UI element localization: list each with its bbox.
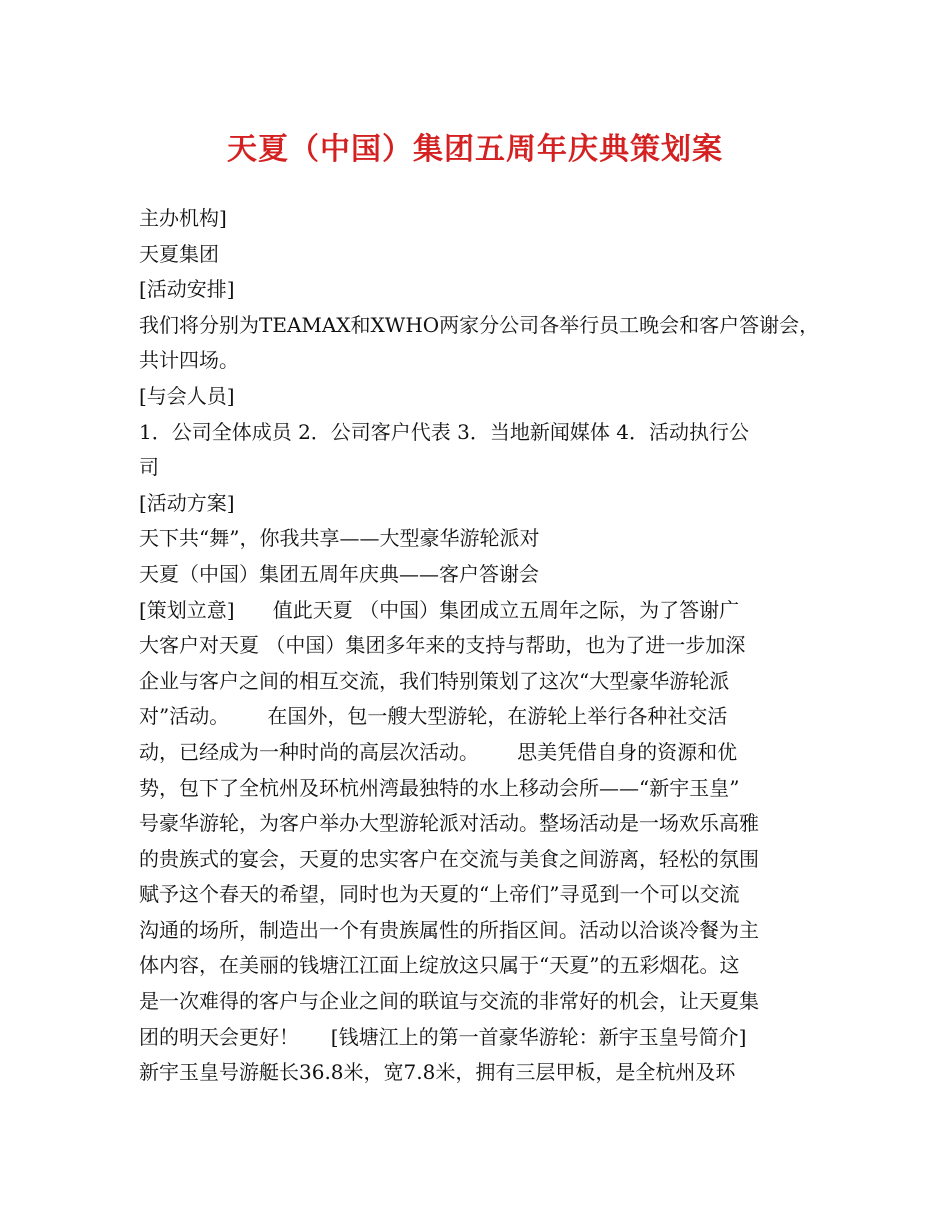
document-title: 天夏（中国）集团五周年庆典策划案 bbox=[227, 132, 723, 167]
body-line: 1．公司全体成员 2．公司客户代表 3．当地新闻媒体 4．活动执行公 bbox=[139, 419, 749, 444]
document-body bbox=[139, 201, 829, 1091]
body-line: 天夏（中国）集团五周年庆典——客户答谢会 bbox=[139, 561, 539, 586]
body-line: 号豪华游轮，为客户举办大型游轮派对活动。整场活动是一场欢乐高雅 bbox=[139, 811, 759, 836]
body-line: 我们将分别为TEAMAX和XWHO两家分公司各举行员工晚会和客户答谢会， bbox=[139, 312, 820, 337]
body-line: 的贵族式的宴会，天夏的忠实客户在交流与美食之间游离，轻松的氛围 bbox=[139, 846, 759, 871]
body-line: 动，已经成为一种时尚的高层次活动。 思美凭借自身的资源和优 bbox=[139, 739, 738, 764]
body-line: 新宇玉皇号游艇长36.8米，宽7.8米，拥有三层甲板，是全杭州及环 bbox=[139, 1060, 736, 1085]
body-line: [活动方案] bbox=[139, 490, 235, 515]
body-line: 是一次难得的客户与企业之间的联谊与交流的非常好的机会，让天夏集 bbox=[139, 989, 759, 1014]
body-line: 天下共“舞”，你我共享——大型豪华游轮派对 bbox=[139, 526, 540, 551]
body-line: 体内容，在美丽的钱塘江江面上绽放这只属于“天夏”的五彩烟花。这 bbox=[139, 953, 740, 978]
body-line: 司 bbox=[139, 455, 159, 480]
body-line: 团的明天会更好！ [钱塘江上的第一首豪华游轮：新宇玉皇号简介] bbox=[139, 1024, 747, 1049]
body-line: 沟通的场所，制造出一个有贵族属性的所指区间。活动以洽谈冷餐为主 bbox=[139, 917, 759, 942]
body-line: 天夏集团 bbox=[139, 241, 219, 266]
body-line: [策划立意] 值此天夏 （中国）集团成立五周年之际，为了答谢广 bbox=[139, 597, 740, 622]
body-line: 大客户对天夏 （中国）集团多年来的支持与帮助，也为了进一步加深 bbox=[139, 633, 746, 658]
body-line: [活动安排] bbox=[139, 277, 235, 302]
body-line: 共计四场。 bbox=[139, 348, 239, 373]
body-line: [与会人员] bbox=[139, 383, 235, 408]
body-line: 势，包下了全杭州及环杭州湾最独特的水上移动会所——“新宇玉皇” bbox=[139, 775, 740, 800]
body-line: 对”活动。 在国外，包一艘大型游轮，在游轮上举行各种社交活 bbox=[139, 704, 728, 729]
body-line: 主办机构] bbox=[139, 206, 227, 230]
body-line: 企业与客户之间的相互交流，我们特别策划了这次“大型豪华游轮派 bbox=[139, 668, 730, 693]
body-line: 赋予这个春天的希望，同时也为天夏的“上帝们”寻觅到一个可以交流 bbox=[139, 882, 740, 907]
